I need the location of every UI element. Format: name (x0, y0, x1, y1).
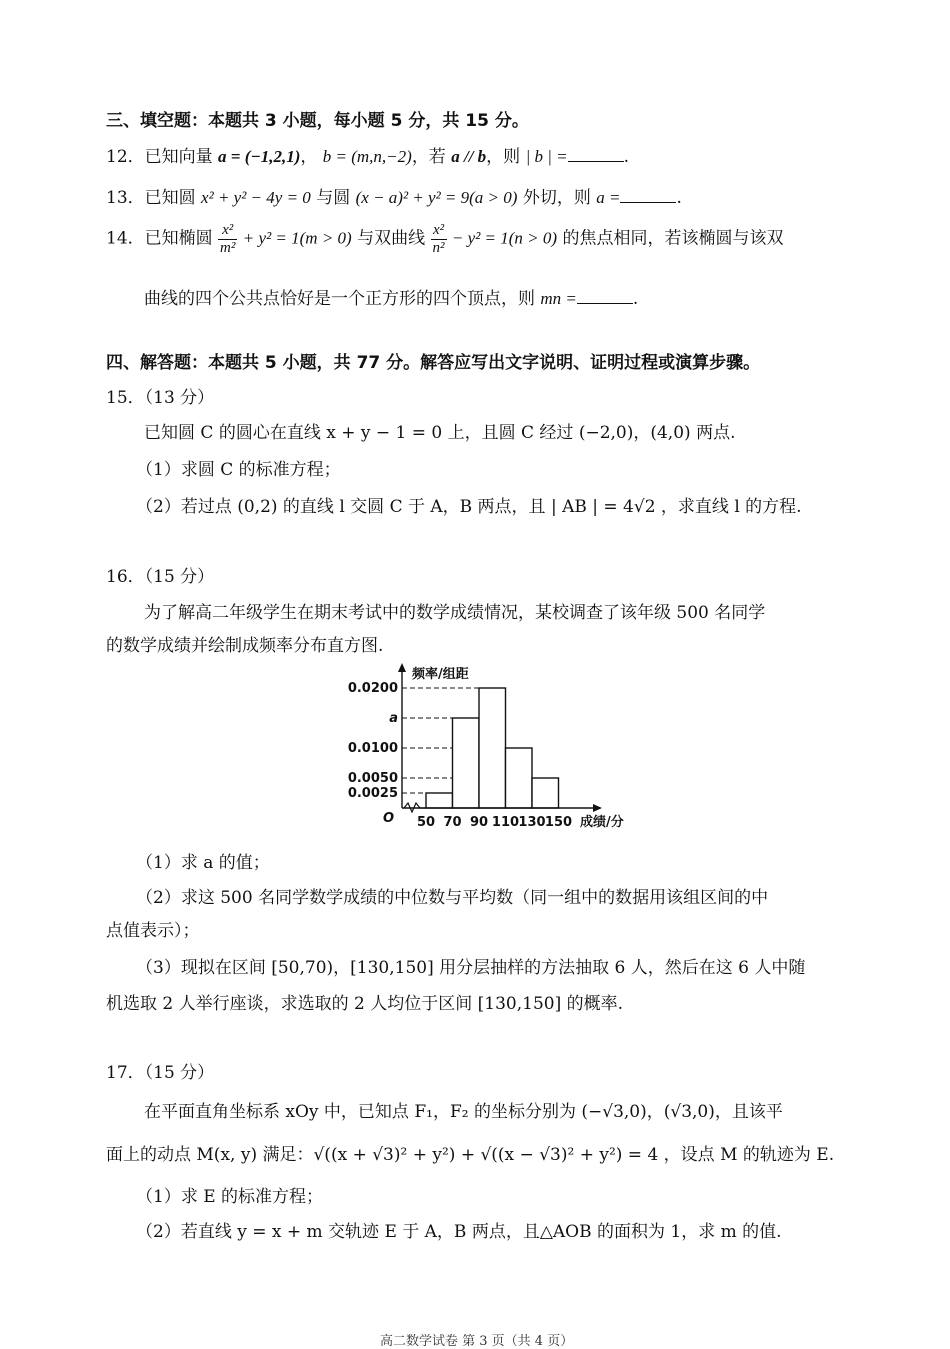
x-tick-label: 90 (469, 815, 489, 830)
origin-label: O (382, 811, 394, 826)
x-tick-label: 110 (491, 815, 520, 830)
x-tick-label: 150 (544, 815, 573, 830)
q16-part-1: （1）求 a 的值； (136, 853, 270, 873)
q13-text-2: 与圆 (316, 188, 351, 208)
question-13 (106, 183, 682, 208)
q16-number: 16．（15 分） (106, 567, 215, 587)
q12-condition: a // b (451, 147, 487, 166)
q12-vector-b: b = (m,n,−2) (322, 147, 412, 166)
histogram-bar (453, 718, 480, 808)
question-14-line-2 (144, 284, 638, 309)
histogram-bar (426, 793, 453, 808)
q17-part-1: （1）求 E 的标准方程； (136, 1187, 324, 1207)
q13-circle-2: (x − a)² + y² = 9(a > 0) (355, 188, 518, 207)
x-tick-label: 70 (443, 815, 462, 830)
q12-sep: ， (300, 147, 318, 167)
x-tick-label: 50 (416, 815, 436, 830)
q17-number: 17．（15 分） (106, 1063, 215, 1083)
x-tick-label: 130 (518, 815, 546, 830)
section3-heading: 三、填空题：本题共 3 小题，每小题 5 分，共 15 分。 (106, 111, 529, 131)
q17-part-2: （2）若直线 y = x + m 交轨迹 E 于 A，B 两点，且△AOB 的面积为 1，求 m 的值. (136, 1222, 782, 1242)
q12-number: 12． (106, 147, 145, 167)
q14-end: . (632, 289, 639, 309)
q17-stem-line-2: 面上的动点 M(x, y) 满足：√((x + √3)² + y²) + √((x − √3)² + y²) = 4 ，设点 M 的轨迹为 E. (106, 1145, 835, 1165)
q17-stem-line-1: 在平面直角坐标系 xOy 中，已知点 F₁，F₂ 的坐标分别为 (−√3,0)，(√3,0)，且该平 (144, 1102, 783, 1122)
q13-number: 13． (106, 188, 145, 208)
q15-number: 15．（13 分） (106, 388, 215, 408)
q13-circle-1: x² + y² − 4y = 0 (201, 188, 311, 207)
q12-text-1: 已知向量 (144, 147, 213, 167)
answer-blank[interactable] (620, 188, 676, 203)
y-tick-label: 0.0200 (347, 681, 398, 696)
q14-text-1: 已知椭圆 (144, 228, 213, 249)
q16-part-2-line-1: （2）求这 500 名同学数学成绩的中位数与平均数（同一组中的数据用该组区间的中 (136, 888, 769, 908)
y-tick-label: 0.0100 (347, 741, 398, 756)
q14-ask: mn = (540, 289, 577, 308)
q13-end: . (676, 188, 682, 208)
y-tick-label: 0.0025 (347, 786, 398, 801)
q14-hyperbola-eq: − y² = 1(n > 0) (451, 228, 558, 248)
page-footer: 高二数学试卷 第 3 页（共 4 页） (380, 1334, 574, 1349)
section4-heading: 四、解答题：本题共 5 小题，共 77 分。解答应写出文字说明、证明过程或演算步骤。 (106, 353, 761, 373)
histogram-bar (506, 748, 533, 808)
q16-stem-line-1: 为了解高二年级学生在期末考试中的数学成绩情况，某校调查了该年级 500 名同学 (144, 603, 766, 623)
fraction-numerator: x² (218, 222, 237, 240)
q14-fraction-hyperbola (431, 222, 447, 256)
x-axis-label: 成绩/分 (580, 815, 624, 830)
frequency-histogram (340, 660, 650, 840)
q14-line-2-text: 曲线的四个公共点恰好是一个正方形的四个顶点，则 (144, 289, 535, 309)
q15-part-1: （1）求圆 C 的标准方程； (136, 460, 341, 480)
q12-end: . (623, 147, 630, 167)
histogram-bar (532, 778, 559, 808)
answer-blank[interactable] (568, 147, 624, 162)
q13-ask: a = (596, 188, 621, 207)
q13-text-3: 外切，则 (522, 188, 591, 208)
q15-stem: 已知圆 C 的圆心在直线 x + y − 1 = 0 上，且圆 C 经过 (−2,0)，(4,0) 两点. (144, 423, 736, 443)
question-14 (106, 222, 783, 256)
q12-text-3: ，则 (486, 147, 521, 167)
q14-fraction-ellipse (218, 222, 237, 256)
q14-number: 14． (106, 228, 145, 249)
q12-ask: | b | = (525, 147, 568, 166)
q12-text-2: ，若 (411, 147, 446, 167)
q12-vector-a: a = (−1,2,1) (218, 147, 301, 166)
fraction-denominator: m² (220, 239, 236, 256)
y-axis-arrow-icon (398, 663, 406, 672)
q13-text-1: 已知圆 (144, 188, 196, 208)
y-tick-label: 0.0050 (347, 771, 398, 786)
fraction-numerator: x² (431, 222, 447, 240)
q16-part-3-line-1: （3）现拟在区间 [50,70)，[130,150] 用分层抽样的方法抽取 6 人，然后在这 6 人中随 (136, 958, 806, 978)
answer-blank[interactable] (577, 289, 633, 304)
q16-part-3-line-2: 机选取 2 人举行座谈，求选取的 2 人均位于区间 [130,150] 的概率. (106, 994, 624, 1014)
fraction-denominator: n² (432, 239, 445, 256)
histogram-bar (479, 688, 506, 808)
q16-part-2-line-2: 点值表示）； (106, 921, 200, 941)
question-12 (106, 142, 629, 167)
x-axis-arrow-icon (593, 804, 602, 812)
q16-stem-line-2: 的数学成绩并绘制成频率分布直方图. (106, 636, 384, 656)
y-tick-label: a (389, 711, 398, 726)
q14-text-3: 的焦点相同，若该椭圆与该双 (562, 228, 784, 249)
q14-ellipse-eq: + y² = 1(m > 0) (242, 228, 352, 248)
q15-part-2: （2）若过点 (0,2) 的直线 l 交圆 C 于 A，B 两点，且 | AB | = 4√2 ，求直线 l 的方程. (136, 497, 802, 517)
q14-text-2: 与双曲线 (357, 228, 426, 249)
y-axis-label: 频率/组距 (412, 667, 469, 682)
